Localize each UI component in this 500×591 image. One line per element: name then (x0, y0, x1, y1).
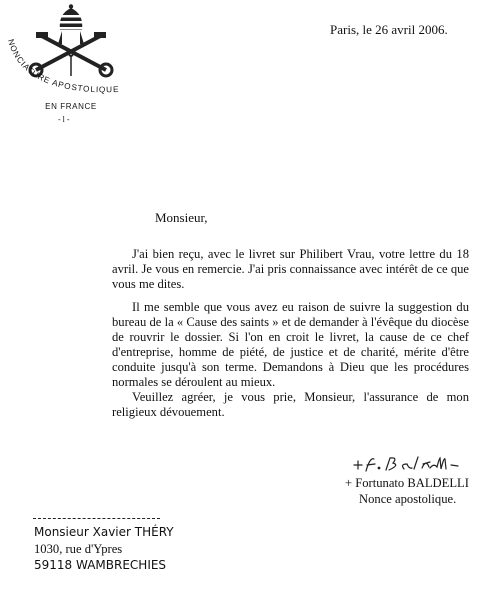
body-paragraph-1 (112, 247, 469, 292)
recipient-name: Monsieur Xavier THÉRY (34, 525, 174, 539)
letterhead-organization (0, 0, 130, 110)
letterhead-place: EN FRANCE (45, 102, 97, 111)
dateline: Paris, le 26 avril 2006. (330, 22, 448, 37)
salutation: Monsieur, (155, 210, 208, 225)
signatory-name: + Fortunato BALDELLI (345, 476, 469, 490)
body-paragraph-2 (112, 300, 469, 390)
paragraph-text: Il me semble que vous avez eu raison de suivre la suggestion du bureau de la « Cause des saints » et de demander à l'évêque du diocèse de rouvrir le dossier. Si l'on en croit le livret, la cause de ce chef d'entreprise, homme de piété, de justice et de charité, mérite d'être conduite jusqu'à son terme. Demandons à Dieu que les procédures normales se déroulent au mieux. (112, 300, 469, 389)
paragraph-text: Veuillez agréer, je vous prie, Monsieur, l'assurance de mon religieux dévouement. (112, 390, 469, 419)
svg-text:NONCIATURE APOSTOLIQUE (6, 38, 120, 94)
paragraph-text: J'ai bien reçu, avec le livret sur Philibert Vrau, votre lettre du 18 avril. Je vous en remercie. J'ai pris connaissance avec intérêt de ce que vous me dites. (112, 247, 469, 291)
address-separator (33, 518, 160, 519)
handwritten-signature (352, 453, 462, 475)
letterhead-organization-text: NONCIATURE APOSTOLIQUE (6, 38, 120, 95)
signatory-title: Nonce apostolique. (359, 492, 457, 506)
recipient-city: 59118 WAMBRECHIES (34, 558, 167, 572)
letterhead-mark: - l - (58, 115, 70, 124)
body-paragraph-3 (112, 390, 469, 420)
recipient-street: 1030, rue d'Ypres (34, 542, 123, 556)
